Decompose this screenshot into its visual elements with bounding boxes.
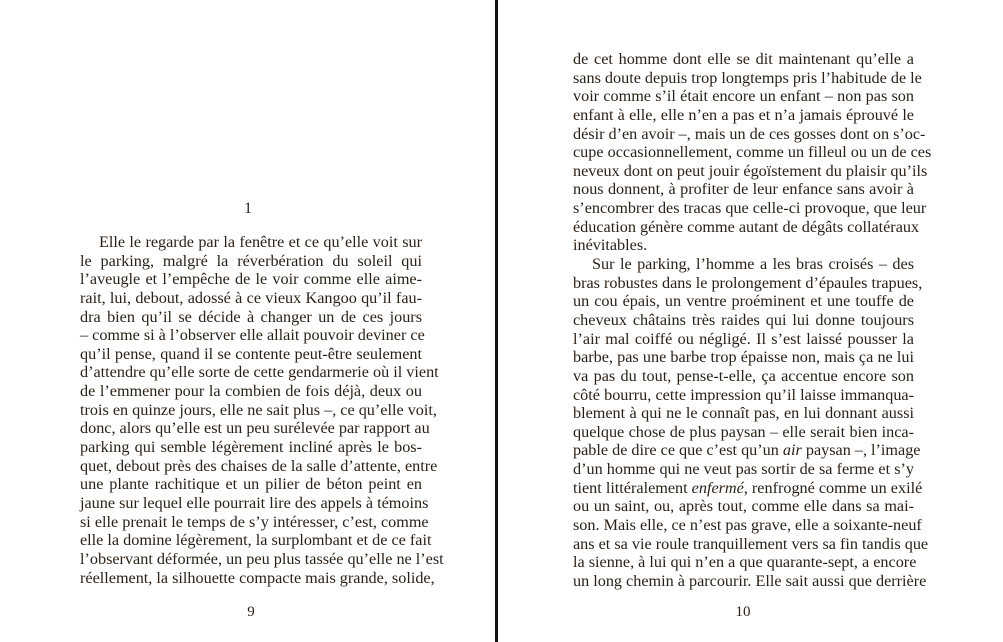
text-line: voir comme s’il était encore un enfant – non pas son xyxy=(573,87,914,106)
italic-text: enfermé xyxy=(691,478,744,497)
text-line: Elle le regarde par la fenêtre et ce qu’elle voit sur xyxy=(99,233,422,251)
text-line: un long chemin à parcourir. Elle sait aussi que derrière xyxy=(573,571,927,590)
text-line: barbe, pas une barbe trop épaisse non, mais ça ne lui xyxy=(573,348,914,367)
text-segment: , renfrogné comme un exilé xyxy=(743,478,923,497)
text-line: le parking, malgré la réverbération du soleil qui xyxy=(80,251,422,270)
text-line: un cou épais, un ventre proéminent et une touffe de xyxy=(573,292,914,311)
text-line: l’observant déformée, un peu plus tassée qu’elle ne l’est xyxy=(80,549,444,568)
text-line: trois en quinze jours, elle ne sait plus –, ce qu’elle voit, xyxy=(80,400,437,419)
text-line: rait, lui, debout, adossé à ce vieux Kangoo qu’il fau- xyxy=(80,288,422,307)
text-line: ans et sa vie roule tranquillement vers sa fin tandis que xyxy=(573,534,929,553)
left-page xyxy=(0,0,496,642)
page-number: 10 xyxy=(735,604,751,620)
text-line: inévitables. xyxy=(573,236,648,255)
right-page xyxy=(500,0,1003,642)
text-line: d’un homme qui ne veut pas sortir de sa ferme et s’y xyxy=(573,460,914,479)
page-divider xyxy=(495,0,498,642)
text-line: bras robustes dans le prolongement d’épaules trapues, xyxy=(573,273,923,292)
italic-text: air xyxy=(782,441,802,460)
text-line: donc, alors qu’elle est un peu surélevée par rapport au xyxy=(80,419,430,438)
text-line: l’aveugle et l’empêche de le voir comme elle aime- xyxy=(80,270,422,289)
text-line: de cet homme dont elle se dit maintenant qu’elle a xyxy=(573,50,914,68)
text-line: blement à qui ne le connaît pas, en lui donnant aussi xyxy=(573,404,914,423)
chapter-number: 1 xyxy=(244,200,252,217)
right-page-text xyxy=(573,50,932,591)
text-line: qu’il pense, quand il se contente peut-être seulement xyxy=(80,344,422,363)
text-line: réellement, la silhouette compacte mais grande, solide, xyxy=(80,568,435,587)
text-line: va pas du tout, pense-t-elle, ça accentue encore son xyxy=(573,366,914,385)
text-line: s’encombrer des tracas que celle-ci provoque, que leur xyxy=(573,199,927,218)
text-line: la sienne, à lui qui n’en a que quarante-sept, a encore xyxy=(573,553,917,572)
text-line: cheveux châtains très raides qui lui donne toujours xyxy=(573,310,914,329)
text-line: ou un saint, ou, après tout, comme elle dans sa mai- xyxy=(573,497,914,516)
text-segment: tient littéralement xyxy=(573,478,692,497)
text-line xyxy=(573,441,921,460)
text-line: nous donnent, à profiter de leur enfance sans avoir à xyxy=(573,180,914,199)
text-line: enfant à elle, elle n’en a pas et n’a jamais éprouvé le xyxy=(573,105,914,124)
text-line: dra bien qu’il se décide à changer un de ces jours xyxy=(80,307,422,326)
text-line: cupe occasionnellement, comme un filleul ou un de ces xyxy=(573,143,932,162)
text-line: – comme si à l’observer elle allait pouvoir deviner ce xyxy=(80,326,425,345)
text-line: parking qui semble légèrement incliné après le bos- xyxy=(80,438,422,457)
left-page-text xyxy=(80,233,444,587)
text-line: éducation génère comme autant de dégâts collatéraux xyxy=(573,217,920,236)
text-line xyxy=(573,478,923,498)
text-line: elle la domine légèrement, la surplombant et de ce fait xyxy=(80,531,432,550)
text-segment: pable de dire ce que c’est qu’un xyxy=(573,441,783,460)
text-segment: paysan –, l’image xyxy=(801,441,921,460)
text-line: une plante rachitique et un pilier de béton peint en xyxy=(80,475,422,494)
text-line: son. Mais elle, ce n’est pas grave, elle a soixante-neuf xyxy=(573,516,922,535)
text-line: désir d’en avoir –, mais un de ces gosses dont on s’oc- xyxy=(573,124,926,143)
text-line: jaune sur lequel elle pourrait lire des appels à témoins xyxy=(80,493,429,512)
text-line: l’air mal coiffé ou négligé. Il s’est laissé pousser la xyxy=(573,329,914,348)
text-line: côté bourru, cette impression qu’il laisse immanqua- xyxy=(573,385,914,404)
text-line: d’attendre qu’elle sorte de cette gendarmerie où il vient xyxy=(80,363,439,382)
text-line: sans doute depuis trop longtemps pris l’habitude de le xyxy=(573,68,922,87)
text-line: quelque chose de plus paysan – elle serait bien inca- xyxy=(573,422,914,441)
text-line: de l’emmener pour la combien de fois déjà, deux ou xyxy=(80,382,422,401)
text-line: neveux dont on peut jouir égoïstement du plaisir qu’ils xyxy=(573,161,928,180)
text-line: quet, debout près des chaises de la salle d’attente, entre xyxy=(80,456,438,475)
text-line: Sur le parking, l’homme a les bras croisés – des xyxy=(592,255,914,274)
text-line: si elle prenait le temps de s’y intéresser, c’est, comme xyxy=(80,512,429,531)
page-number: 9 xyxy=(247,604,255,620)
